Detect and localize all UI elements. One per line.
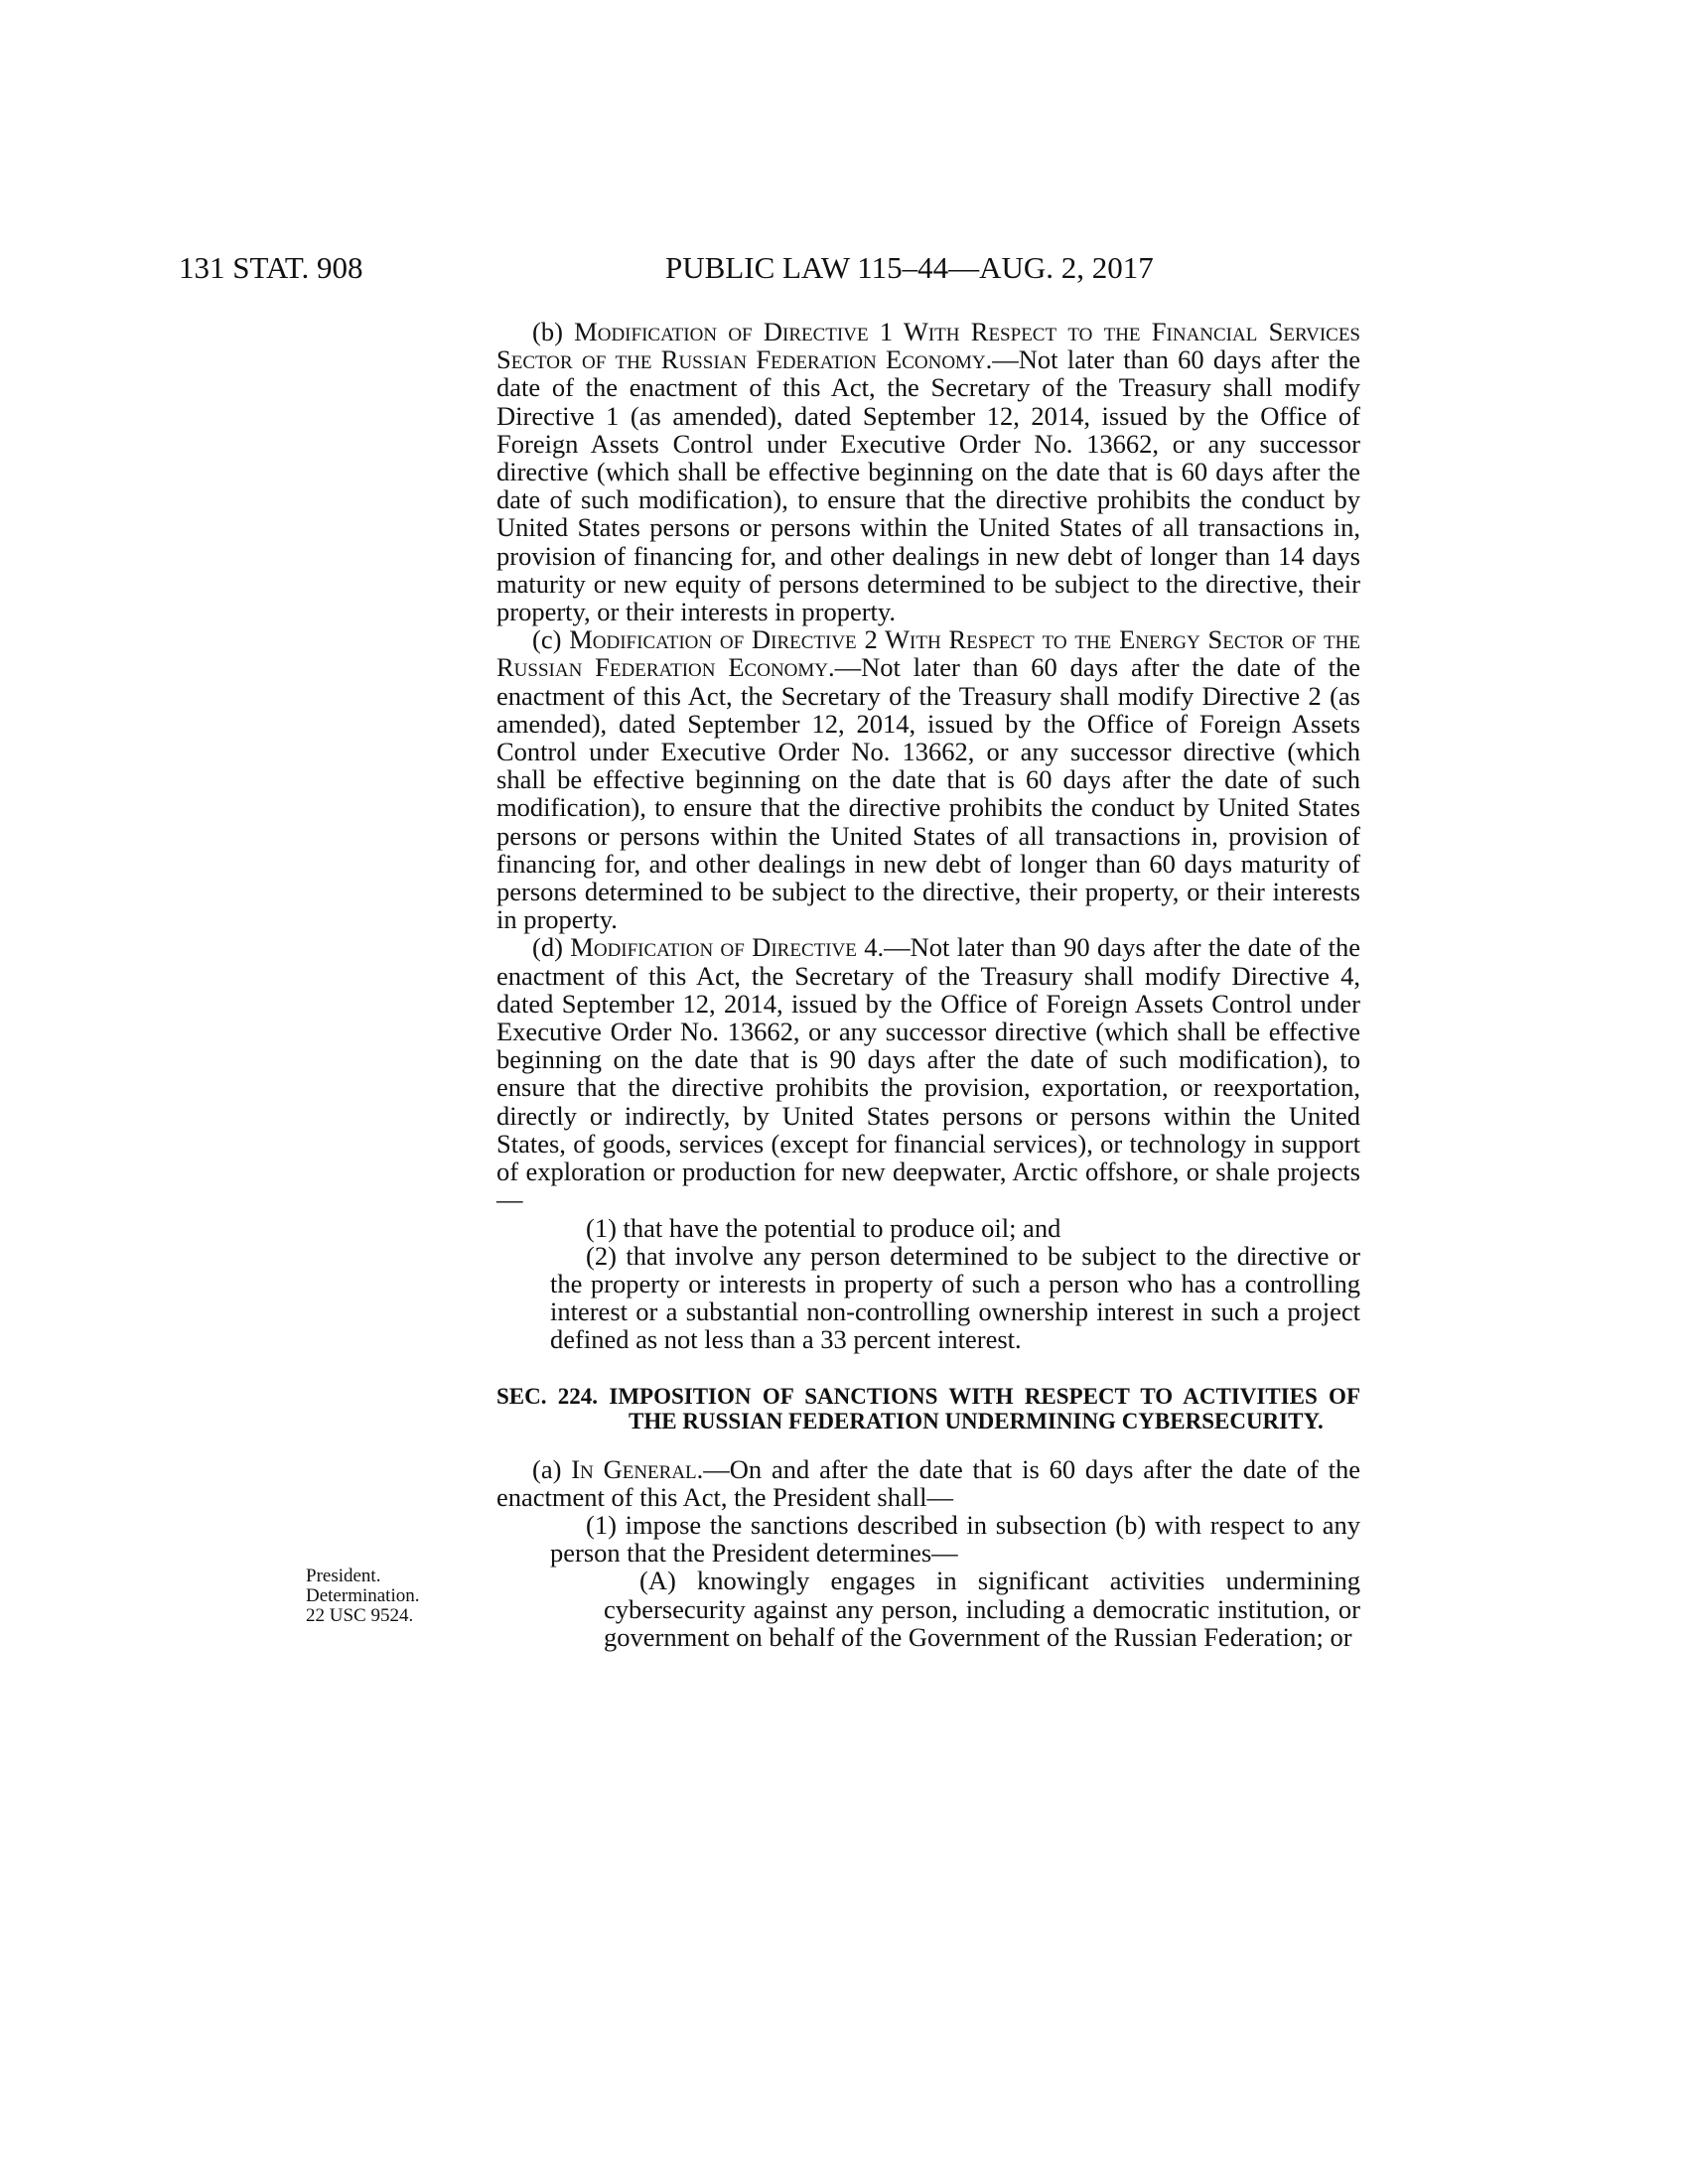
paragraph-d-heading: Modification of Directive 4. [570, 932, 885, 963]
margin-note-president: President. [306, 1566, 381, 1586]
paragraph-c-lead: (c) [532, 624, 570, 655]
paragraph-d-lead: (d) [532, 932, 571, 963]
paragraph-d [496, 933, 1360, 1213]
paragraph-b-text: —Not later than 60 days after the date of the enactment of this Act, the Secretary of the Treasury shall modify Directive 1 (as amended), dated September 12, 2014, issued by the Office of Foreign Assets Control under Executive Order No. 13662, or any successor directive (which shall be effective beginning on the date that is 60 days after the date of such modification), to ensure that the directive prohibits the conduct by United States persons or persons within the United States of all transactions in, provision of financing for, and other dealings in new debt of longer than 14 days maturity or new equity of persons determined to be subject to the directive, their property, or their interests in property. [496, 344, 1360, 627]
paragraph-d-2: (2) that involve any person determined to be subject to the directive or the property or interests in property of such a person who has a controlling interest or a substantial non-controlling ownership interest in such a project defined as not less than a 33 percent interest. [550, 1240, 1360, 1355]
paragraph-c-heading: Modification of Directive 2 With Respect to the Energy Sector of the Russian Federation Economy. [496, 624, 1360, 683]
section-224-heading: SEC. 224. IMPOSITION OF SANCTIONS WITH RESPECT TO ACTIVITIES OF THE RUSSIAN FEDERATION UNDERMINING CYBERSECURITY. [496, 1383, 1360, 1433]
section-224-a-lead: (a) [532, 1453, 572, 1484]
section-224-a [496, 1455, 1360, 1511]
paragraph-d-text: —Not later than 90 days after the date of the enactment of this Act, the Secretary of the Treasury shall modify Directive 4, dated September 12, 2014, issued by the Office of Foreign Assets Control under Executive Order No. 13662, or any successor directive (which shall be effective beginning on the date that is 90 days after the date of such modification), to ensure that the directive prohibits the provision, exportation, or reexportation, directly or indirectly, by United States persons or persons within the United States, of goods, services (except for financial services), or technology in support of exploration or production for new deepwater, Arctic offshore, or shale projects— [496, 932, 1360, 1215]
section-224-a-1: (1) impose the sanctions described in subsection (b) with respect to any person that the President determines— [550, 1509, 1360, 1569]
paragraph-d-1: (1) that have the potential to produce oil; and [586, 1212, 1061, 1243]
paragraph-b-lead: (b) [532, 317, 575, 346]
statute-body [496, 318, 1360, 1651]
margin-note-determination: Determination. [306, 1585, 420, 1606]
paragraph-c [496, 625, 1360, 933]
running-header-title: PUBLIC LAW 115–44—AUG. 2, 2017 [665, 250, 1154, 285]
margin-note-usc: 22 USC 9524. [306, 1605, 414, 1626]
section-224-a-1-A: (A) knowingly engages in significant activities undermining cybersecurity against any person, including a democratic institution, or government on behalf of the Government of the Russian Federation; or [604, 1566, 1360, 1652]
paragraph-b [496, 318, 1360, 625]
paragraph-c-text: —Not later than 60 days after the date of the enactment of this Act, the Secretary of the Treasury shall modify Directive 2 (as amended), dated September 12, 2014, issued by the Office of Foreign Assets Control under Executive Order No. 13662, or any successor directive (which shall be effective beginning on the date that is 60 days after the date of such modification), to ensure that the directive prohibits the conduct by United States persons or persons within the United States of all transactions in, provision of financing for, and other dealings in new debt of longer than 60 days maturity of persons determined to be subject to the directive, their property, or their interests in property. [496, 652, 1360, 935]
section-224-a-text: —On and after the date that is 60 days after the date of the enactment of this Act, the President shall— [496, 1453, 1360, 1512]
paragraph-b-heading: Modification of Directive 1 With Respect to the Financial Services Sector of the Russian Federation Economy. [496, 317, 1360, 375]
page-number-stat: 131 STAT. 908 [179, 250, 363, 285]
section-224-a-heading: In General. [571, 1453, 704, 1484]
margin-notes [306, 1567, 420, 1626]
